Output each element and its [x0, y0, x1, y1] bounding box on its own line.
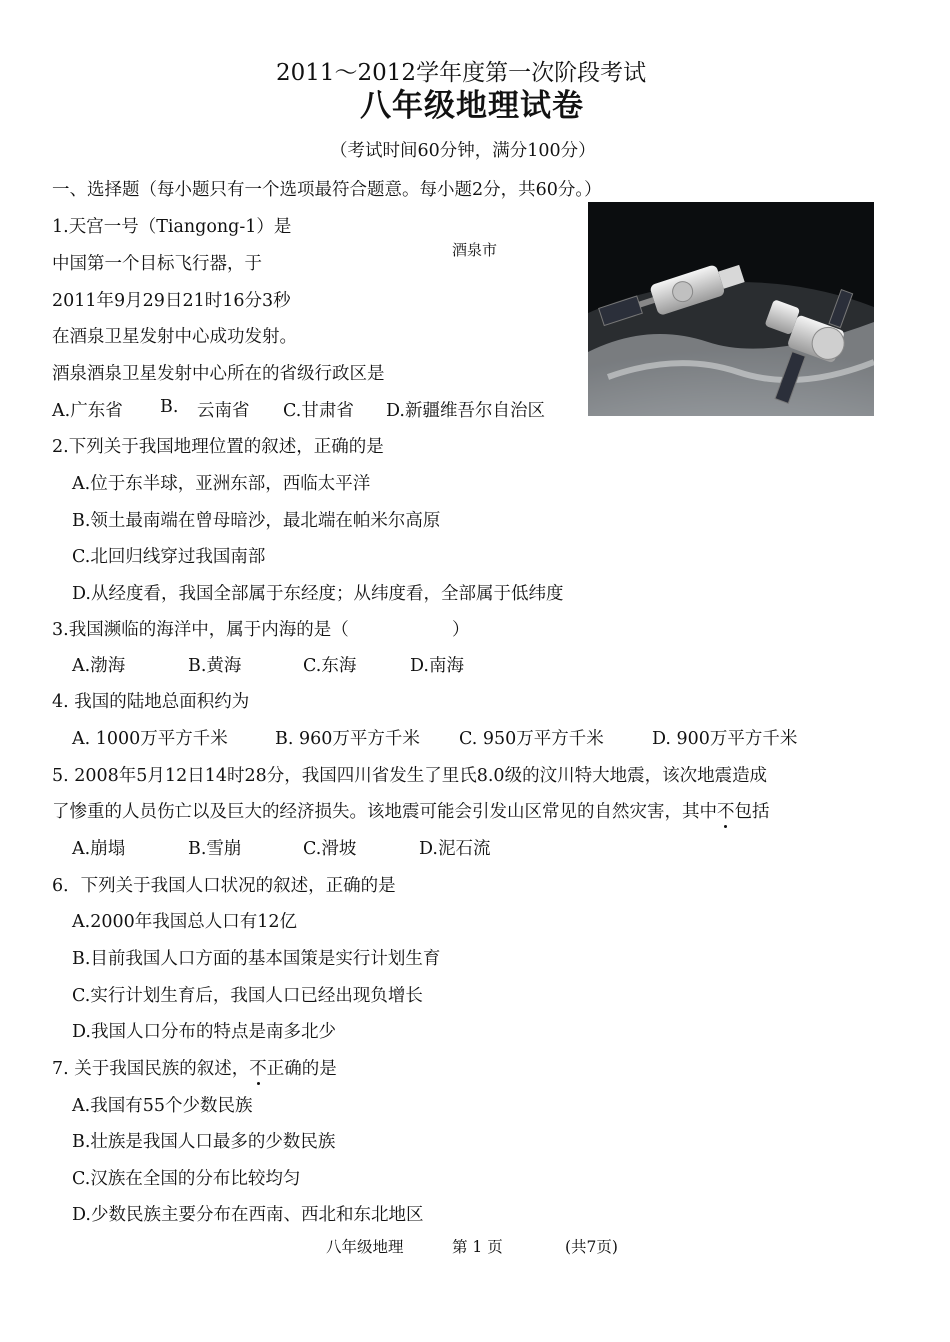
q7-option-a[interactable]: A.我国有55个少数民族: [72, 1096, 253, 1116]
q1-option-d[interactable]: D.新疆维吾尔自治区: [386, 401, 545, 421]
q5-option-c[interactable]: C.滑坡: [303, 839, 357, 859]
q7-option-d[interactable]: D.少数民族主要分布在西南、西北和东北地区: [72, 1205, 424, 1225]
q1-line3: 2011年9月29日21时16分3秒: [52, 291, 291, 311]
q4-option-a[interactable]: A. 1000万平方千米: [72, 729, 228, 749]
q4-option-b[interactable]: B. 960万平方千米: [275, 729, 420, 749]
q2-option-d[interactable]: D.从经度看，我国全部属于东经度；从纬度看，全部属于低纬度: [72, 584, 564, 604]
footer-subject: 八年级地理: [326, 1238, 404, 1256]
q4-stem: 4. 我国的陆地总面积约为: [52, 692, 250, 712]
footer-total-pages: (共7页): [565, 1238, 618, 1256]
tiangong-photo: [588, 202, 874, 416]
q7-stem: [52, 1055, 337, 1080]
q3-option-d[interactable]: D.南海: [410, 656, 464, 676]
q6-stem: 6．下列关于我国人口状况的叙述，正确的是: [52, 876, 396, 896]
q5-emphasis-not: 不: [717, 798, 735, 823]
spacecraft-illustration: [588, 202, 874, 416]
section-heading: 一、选择题（每小题只有一个选项最符合题意。每小题2分，共60分。）: [52, 180, 602, 200]
q5-stem-line2: [52, 798, 770, 823]
q3-stem: 3.我国濒临的海洋中，属于内海的是（: [52, 620, 349, 640]
q1-line5: 酒泉酒泉卫星发射中心所在的省级行政区是: [52, 364, 385, 384]
map-label-jiuquan: 酒泉市: [452, 241, 498, 259]
q5-line2-text: 了惨重的人员伤亡以及巨大的经济损失。该地震可能会引发山区常见的自然灾害，其中: [52, 802, 717, 822]
q1-option-b-text[interactable]: 云南省: [197, 401, 250, 421]
q7-option-b[interactable]: B.壮族是我国人口最多的少数民族: [72, 1132, 336, 1152]
q5-stem-line1: 5. 2008年5月12日14时28分，我国四川省发生了里氏8.0级的汶川特大地震，该次地震造成: [52, 766, 768, 786]
q7-emphasis-not: 不: [249, 1055, 267, 1080]
q2-option-c[interactable]: C.北回归线穿过我国南部: [72, 547, 266, 567]
q6-option-d[interactable]: D.我国人口分布的特点是南多北少: [72, 1022, 336, 1042]
q1-line2: 中国第一个目标飞行器，于: [52, 254, 262, 274]
q1-line4: 在酒泉卫星发射中心成功发射。: [52, 327, 297, 347]
q3-option-a[interactable]: A.渤海: [72, 656, 126, 676]
q2-option-b[interactable]: B.领土最南端在曾母暗沙，最北端在帕米尔高原: [72, 511, 441, 531]
q7-stem-text: 7. 关于我国民族的叙述，: [52, 1059, 250, 1079]
q7-option-c[interactable]: C.汉族在全国的分布比较均匀: [72, 1169, 301, 1189]
q1-option-c[interactable]: C.甘肃省: [283, 401, 354, 421]
q3-option-b[interactable]: B.黄海: [188, 656, 242, 676]
exam-info: （考试时间60分钟，满分100分）: [330, 141, 596, 161]
q4-option-d[interactable]: D. 900万平方千米: [652, 729, 798, 749]
q5-line2-end: 包括: [734, 802, 770, 822]
q1-line1: 1.天宫一号（Tiangong-1）是: [52, 217, 292, 237]
q6-option-a[interactable]: A.2000年我国总人口有12亿: [72, 912, 298, 932]
q1-option-a[interactable]: A.广东省: [52, 401, 123, 421]
q7-stem-end: 正确的是: [266, 1059, 337, 1079]
q1-option-b[interactable]: B.: [160, 397, 179, 417]
q5-option-d[interactable]: D.泥石流: [419, 839, 491, 859]
q2-stem: 2.下列关于我国地理位置的叙述，正确的是: [52, 437, 384, 457]
q4-option-c[interactable]: C. 950万平方千米: [459, 729, 604, 749]
footer-page-number: 第 1 页: [452, 1238, 503, 1256]
q5-option-a[interactable]: A.崩塌: [72, 839, 126, 859]
q6-option-b[interactable]: B.目前我国人口方面的基本国策是实行计划生育: [72, 949, 441, 969]
q3-answer-bracket-end: ）: [452, 620, 470, 640]
exam-title-line1: 2011～2012学年度第一次阶段考试: [276, 60, 647, 86]
q5-option-b[interactable]: B.雪崩: [188, 839, 242, 859]
exam-title: 八年级地理试卷: [360, 88, 584, 124]
q3-option-c[interactable]: C.东海: [303, 656, 357, 676]
q6-option-c[interactable]: C.实行计划生育后，我国人口已经出现负增长: [72, 986, 423, 1006]
q2-option-a[interactable]: A.位于东半球，亚洲东部，西临太平洋: [72, 474, 371, 494]
